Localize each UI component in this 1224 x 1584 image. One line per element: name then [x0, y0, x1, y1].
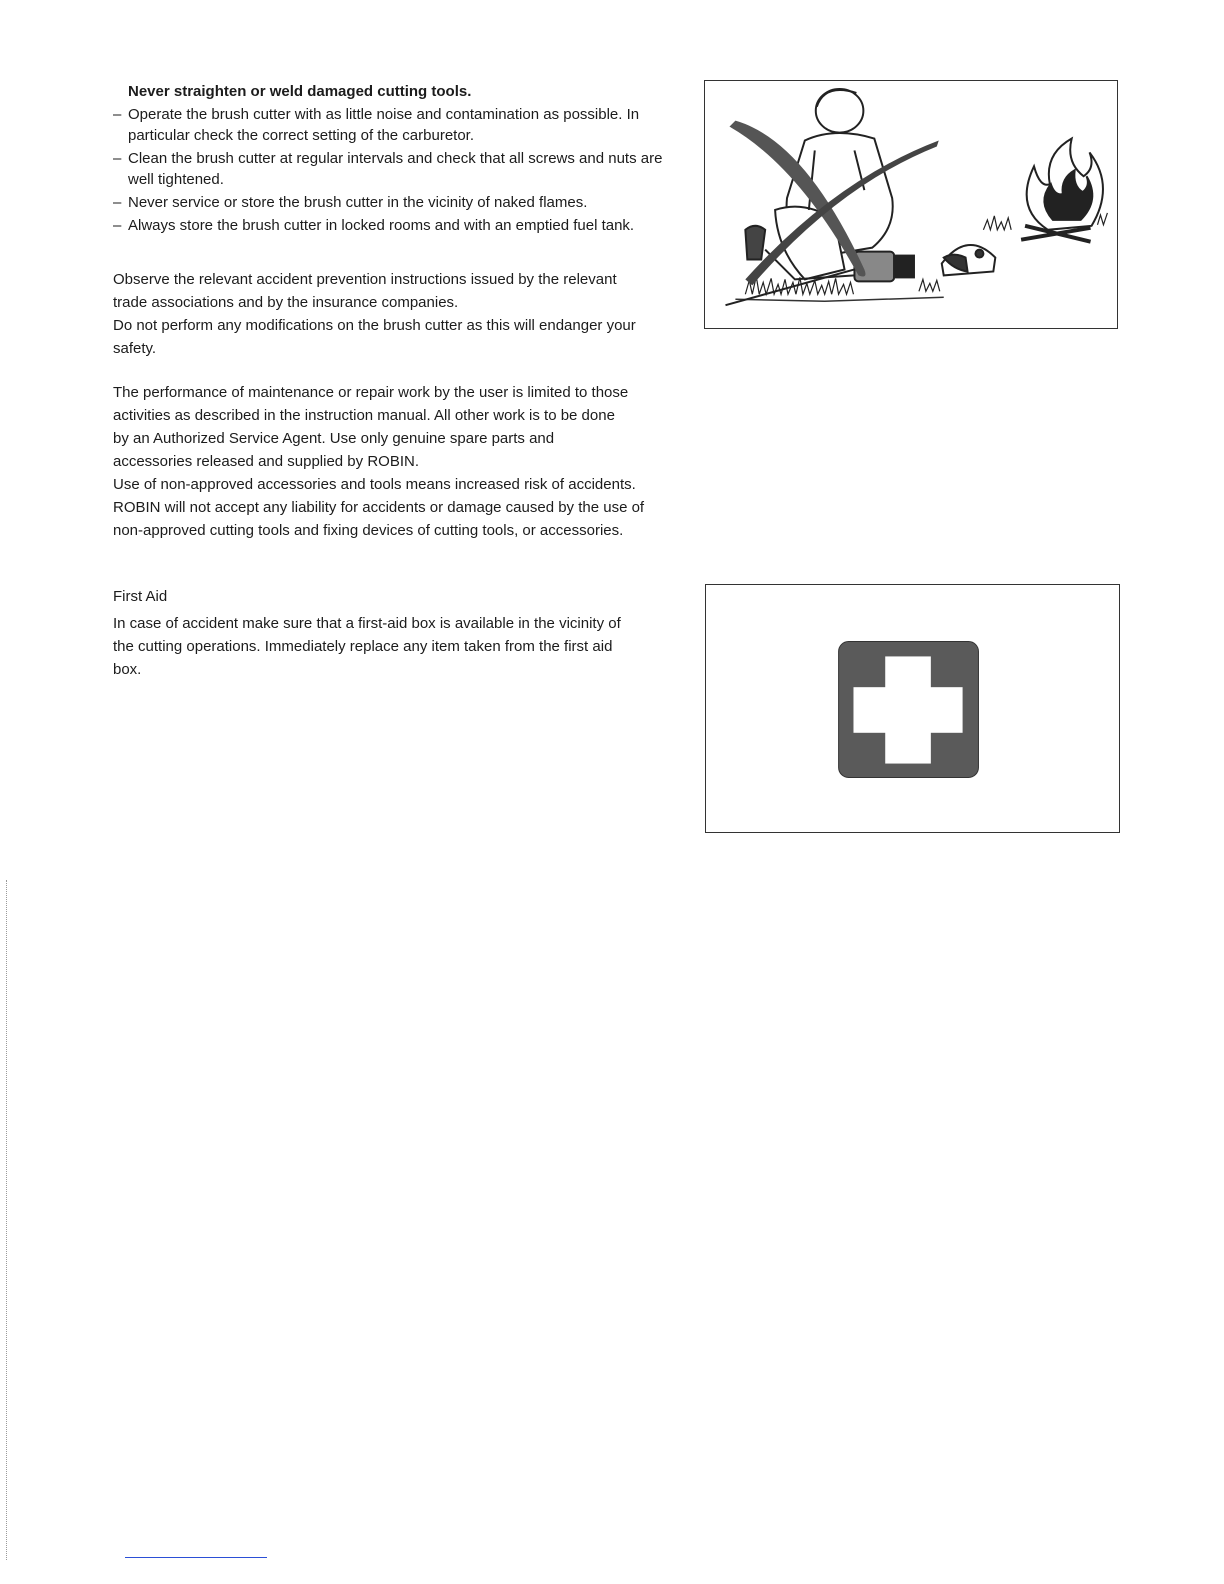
maintenance-paragraph — [113, 381, 683, 542]
text-line: Observe the relevant accident prevention instructions issued by the relevant — [113, 271, 617, 288]
dash-glyph: – — [113, 217, 122, 234]
safety-heading: Never straighten or weld damaged cutting tools. — [128, 83, 472, 100]
first-aid-figure — [705, 584, 1120, 833]
text-line: accessories released and supplied by ROBIN. — [113, 453, 419, 470]
text-line: In case of accident make sure that a first-aid box is available in the vicinity of — [113, 615, 621, 632]
list-item — [113, 215, 683, 236]
dash-glyph: – — [113, 150, 122, 167]
list-item-text: Never service or store the brush cutter in the vicinity of naked flames. — [128, 194, 588, 211]
fire-icon — [983, 139, 1107, 242]
no-service-near-flame-illustration — [705, 81, 1117, 328]
text-line: Use of non-approved accessories and tools means increased risk of accidents. — [113, 476, 636, 493]
footer-rule — [125, 1557, 267, 1558]
text-line: box. — [113, 661, 142, 678]
text-line: by an Authorized Service Agent. Use only genuine spare parts and — [113, 430, 555, 447]
accident-prevention-paragraph — [113, 268, 683, 360]
text-line: non-approved cutting tools and fixing devices of cutting tools, or accessories. — [113, 522, 624, 539]
text-line: Do not perform any modifications on the brush cutter as this will endanger your — [113, 317, 636, 334]
dash-glyph: – — [113, 106, 122, 123]
list-item-text: Operate the brush cutter with as little noise and contamination as possible. In particular check the correct setting of the carburetor. — [128, 106, 640, 144]
text-line: the cutting operations. Immediately replace any item taken from the first aid — [113, 638, 613, 655]
text-line: safety. — [113, 340, 157, 357]
first-aid-section — [113, 585, 683, 681]
list-item — [113, 192, 683, 213]
first-aid-illustration — [706, 585, 1119, 832]
no-service-near-flame-figure — [704, 80, 1118, 329]
first-aid-heading: First Aid — [113, 588, 168, 605]
list-item — [113, 104, 683, 146]
list-item-text: Always store the brush cutter in locked rooms and with an emptied fuel tank. — [128, 217, 635, 234]
text-line: The performance of maintenance or repair work by the user is limited to those — [113, 384, 629, 401]
list-item-text: Clean the brush cutter at regular intervals and check that all screws and nuts are well tightened. — [128, 150, 663, 188]
text-line: activities as described in the instruction manual. All other work is to be done — [113, 407, 615, 424]
dash-glyph: – — [113, 194, 122, 211]
text-line: ROBIN will not accept any liability for accidents or damage caused by the use of — [113, 499, 645, 516]
scan-margin-marks — [6, 880, 7, 1560]
text-line: trade associations and by the insurance companies. — [113, 294, 459, 311]
helmet-icon — [942, 245, 996, 275]
list-item — [113, 148, 683, 190]
safety-section — [113, 80, 683, 238]
